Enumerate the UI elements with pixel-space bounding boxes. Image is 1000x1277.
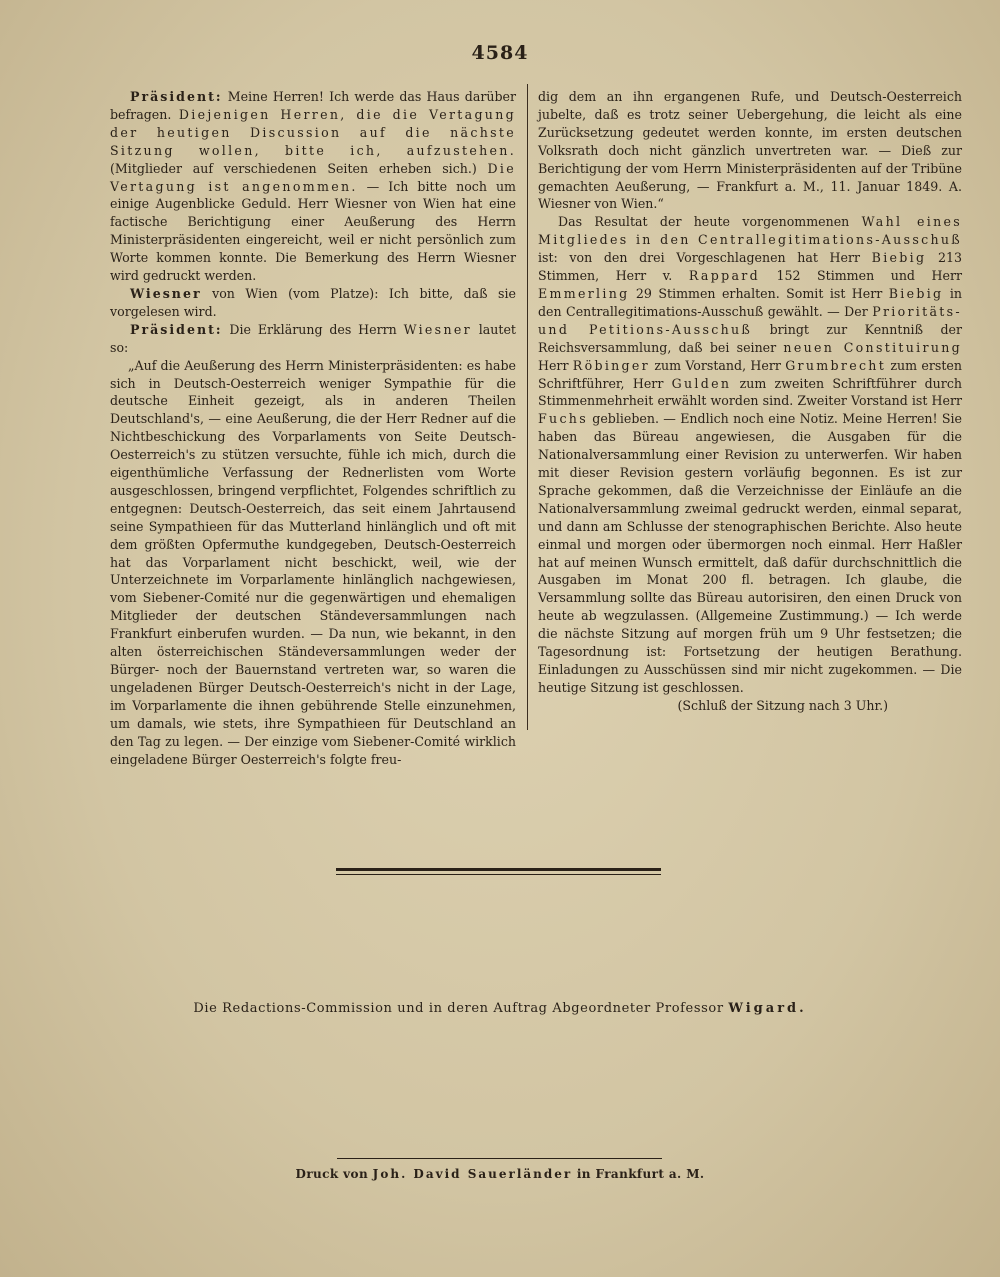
speaker-label: Wiesner	[130, 285, 202, 301]
paragraph-president-adjournment: Präsident: Meine Herren! Ich werde das Haus darüber befragen. Diejenigen Herren, die die Vertagung der heutigen Discussion auf die nächste Sitzung wollen, bitte ich, aufzustehen. (Mitglieder auf verschiedenen Seiten erheben sich.) Die Vertagung ist angenommen. — Ich bitte noch um einige Augenblicke Geduld. Herr Wiesner von Wien hat eine factische Berichtigung einer Aeußerung des Herrn Ministerpräsidenten eingereicht, weil er nicht persönlich zum Worte kommen konnte. Die Bemerkung des Herrn Wiesner wird gedruckt werden.	[110, 89, 516, 284]
printer-imprint: Druck von Joh. David Sauerländer in Frankfurt a. M.	[295, 1167, 705, 1181]
left-column	[110, 88, 516, 768]
page-number: 4584	[471, 42, 529, 64]
right-column	[538, 88, 962, 715]
quoted-declaration: „Auf die Aeußerung des Herrn Ministerpräsidenten: es habe sich in Deutsch-Oesterreich weniger Sympathie für die deutsche Einheit gezeigt, als in anderen Theilen Deutschland's, — eine Aeußerung, die der Herr Redner auf die Nichtbeschickung des Vorparlaments von Seite Deutsch-Oesterreich's zu stützen versuchte, fühle ich mich, durch die eigenthümliche Verfassung der Rednerlisten vom Worte ausgeschlossen, bringend verpflichtet, Folgendes schriftlich zu entgegnen: Deutsch-Oesterreich, das seit einem Jahrtausend seine Sympathieen für das Mutterland hinlänglich und oft mit dem größten Opfermuthe kundgegeben, Deutsch-Oesterreich hat das Vorparlament nicht beschickt, weil, wie der Unterzeichnete im Vorparlamente hinlänglich nachgewiesen, vom Siebener-Comité nur die gegenwärtigen und ehemaligen Mitglieder der deutschen Ständeversammlungen nach Frankfurt einberufen wurden. — Da nun, wie bekannt, in den alten österreichischen Ständeversammlungen weder der Bürger- noch der Bauernstand vertreten war, so waren die ungeladenen Bürger Deutsch-Oesterreich's nicht in der Lage, im Vorparlamente die ihnen gebührende Stelle einzunehmen, um damals, wie stets, ihre Sympathieen für Deutschland an den Tag zu legen. — Der einzige vom Siebener-Comité wirklich eingeladene Bürger Oesterreich's folgte freu-	[110, 357, 516, 767]
session-closing-note: (Schluß der Sitzung nach 3 Uhr.)	[677, 697, 888, 713]
redaction-credit: Die Redactions-Commission und in deren Auftrag Abgeordneter Professor Wigard.	[193, 1001, 807, 1016]
printer-rule	[337, 1158, 662, 1159]
paragraph-president-declaration: Präsident: Die Erklärung des Herrn Wiesner lautet so:	[110, 321, 516, 355]
speaker-label: Präsident:	[130, 321, 223, 337]
quoted-declaration-continued: dig dem an ihn ergangenen Rufe, und Deutsch-Oesterreich jubelte, daß es trotz seiner Uebergehung, die leicht als eine Zurücksetzung gedeutet werden konnte, im ersten deutschen Volksrath doch nicht gänzlich unvertreten war. — Dieß zur Berichtigung der vom Herrn Ministerpräsidenten auf der Tribüne gemachten Aeußerung, — Frankfurt a. M., 11. Januar 1849. A. Wiesner von Wien.“	[538, 89, 962, 212]
separator-rule-thin	[336, 874, 661, 875]
separator-rule	[336, 868, 661, 871]
column-divider	[527, 84, 528, 730]
paragraph-election-result: Das Resultat der heute vorgenommenen Wahl eines Mitgliedes in den Centrallegitimations-Ausschuß ist: von den drei Vorgeschlagenen hat Herr Biebig 213 Stimmen, Herr v. Rappard 152 Stimmen und Herr Emmerling 29 Stimmen erhalten. Somit ist Herr Biebig in den Centrallegitimations-Ausschuß gewählt. — Der Prioritäts- und Petitions-Ausschuß bringt zur Kenntniß der Reichsversammlung, daß bei seiner neuen Constituirung Herr Röbinger zum Vorstand, Herr Grumbrecht zum ersten Schriftführer, Herr Gulden zum zweiten Schriftführer durch Stimmenmehrheit erwählt worden sind. Zweiter Vorstand ist Herr Fuchs geblieben. — Endlich noch eine Notiz. Meine Herren! Sie haben das Büreau angewiesen, die Ausgaben für die Nationalversammlung einer Revision zu unterwerfen. Wir haben mit dieser Revision gestern vorläufig begonnen. Es ist zur Sprache gekommen, daß die Verzeichnisse der Einläufe an die Nationalversammlung zweimal gedruckt werden, einmal separat, und dann am Schlusse der stenographischen Berichte. Also heute einmal und morgen oder übermorgen noch einmal. Herr Haßler hat auf meinen Wunsch ermittelt, daß dafür durchschnittlich die Ausgaben im Monat 200 fl. betragen. Ich glaube, die Versammlung sollte das Büreau autorisiren, den einen Druck von heute ab wegzulassen. (Allgemeine Zustimmung.) — Ich werde die nächste Sitzung auf morgen früh um 9 Uhr festsetzen; die Tagesordnung ist: Fortsetzung der heutigen Berathung. Einladungen zu Ausschüssen sind mir nicht zugekommen. — Die heutige Sitzung ist geschlossen.	[538, 214, 963, 695]
speaker-label: Präsident:	[130, 89, 223, 104]
paragraph-wiesner: Wiesner von Wien (vom Platze): Ich bitte, daß sie vorgelesen wird.	[110, 285, 516, 319]
